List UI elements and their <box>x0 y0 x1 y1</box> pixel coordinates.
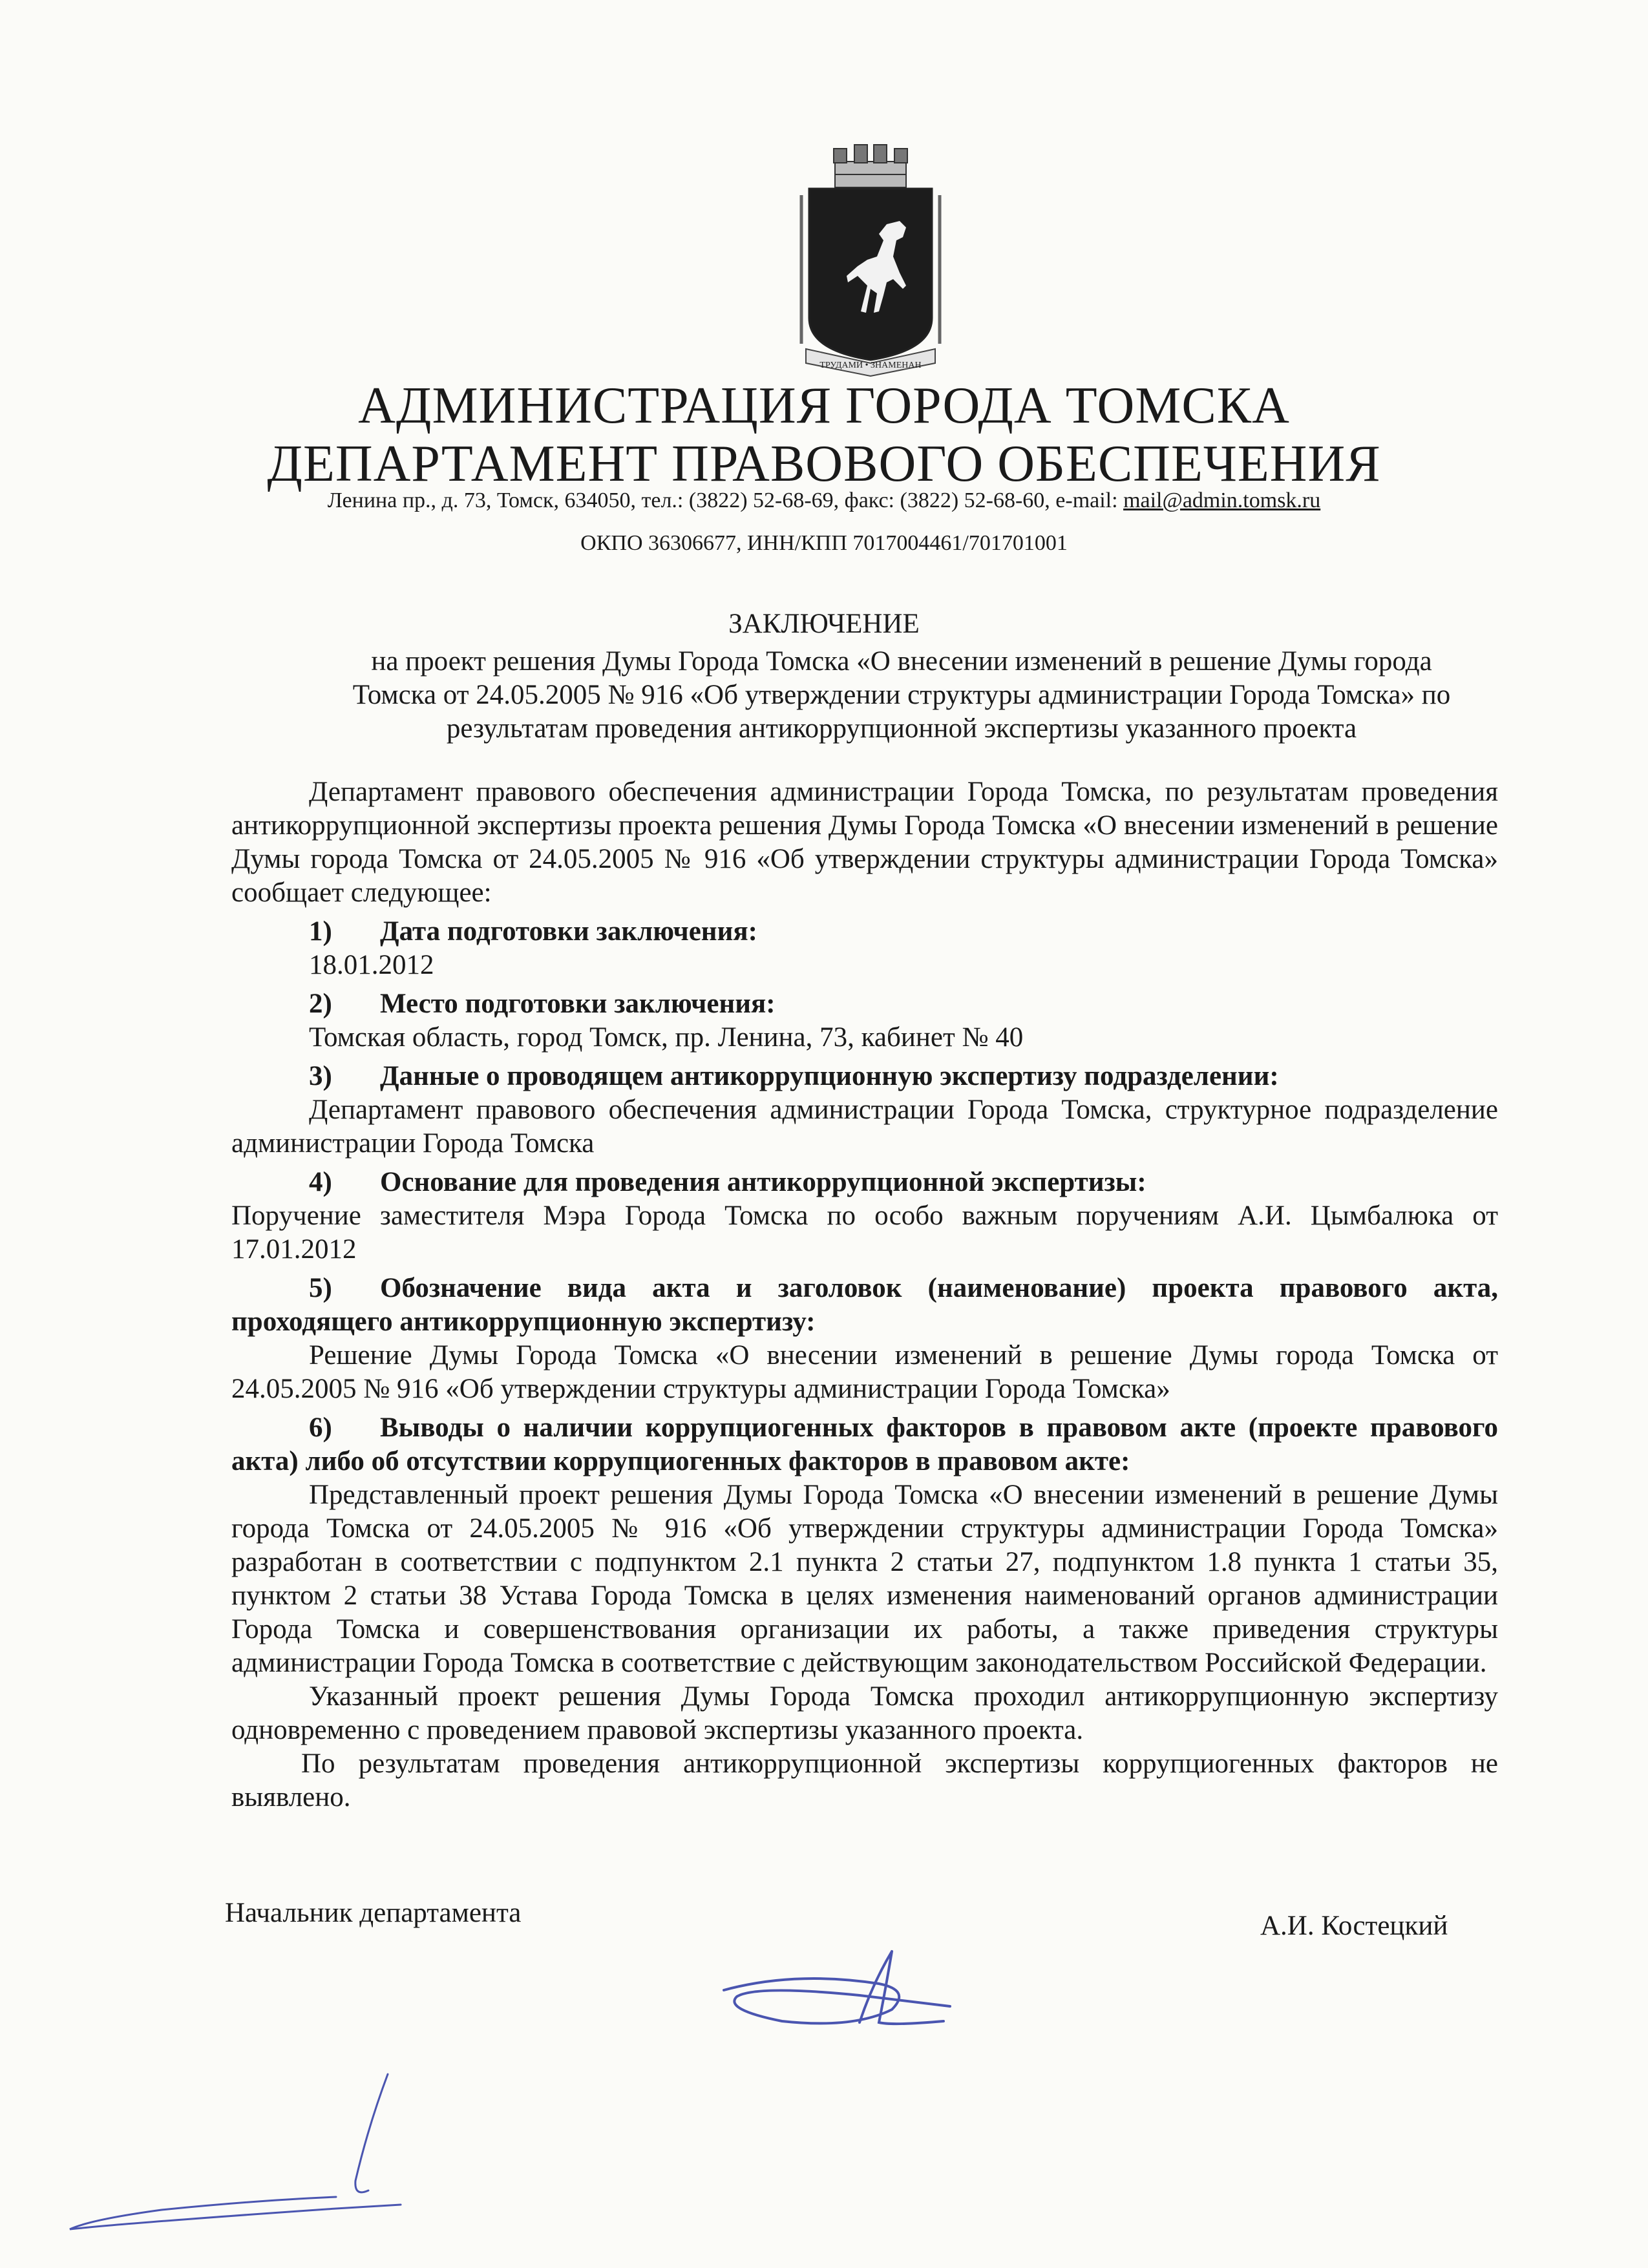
initials-scribble <box>65 2068 452 2242</box>
subtitle-line: на проект решения Думы Города Томска «О внесении изменений в решение Думы города <box>371 646 1432 677</box>
section-number: 4) <box>309 1167 332 1197</box>
emblem-motto: ТРУДАМИ • ЗНАМЕНАН <box>819 361 922 370</box>
department-name: ДЕПАРТАМЕНТ ПРАВОВОГО ОБЕСПЕЧЕНИЯ <box>267 436 1381 492</box>
section-title: Данные о проводящем антикоррупционную экспертизу подразделении: <box>380 1061 1279 1091</box>
section-number: 5) <box>309 1273 332 1303</box>
conclusion-paragraph: Представленный проект решения Думы Города Томска «О внесении изменений в решение Думы города Томска от 24.05.2005 № 916 «Об утверждении структуры администрации Города Томска» разработан в соответствии с подпунктом 2.1 пункта 2 статьи 27, подпунктом 1.8 пункта 1 статьи 35, пунктом 2 статьи 38 Устава Города Томска в целях изменения наименований органов администрации Города Томска и совершенствования организации их работы, а также приведения структуры администрации Города Томска в соответствие с действующим законодательством Российской Федерации. <box>231 1480 1498 1678</box>
section-title: Место подготовки заключения: <box>380 989 776 1019</box>
document-subtitle <box>278 645 1525 746</box>
section-text: Поручение заместителя Мэра Города Томска по особо важным поручениям А.И. Цымбалюка от 17.01.2012 <box>231 1201 1498 1265</box>
document-body <box>231 775 1498 1814</box>
section-number: 6) <box>309 1412 332 1443</box>
section-text: Решение Думы Города Томска «О внесении изменений в решение Думы города Томска от 24.05.2005 № 916 «Об утверждении структуры администрации Города Томска» <box>231 1340 1498 1404</box>
section-text: Департамент правового обеспечения администрации Города Томска, структурное подразделение администрации Города Томска <box>231 1095 1498 1159</box>
subtitle-line: результатам проведения антикоррупционной экспертизы указанного проекта <box>446 713 1357 744</box>
intro-paragraph: Департамент правового обеспечения администрации Города Томска, по результатам проведения антикоррупционной экспертизы проекта решения Думы Города Томска «О внесении изменений в решение Думы города Томска от 24.05.2005 № 916 «Об утверждении структуры администрации Города Томска» сообщает следующее: <box>231 777 1498 908</box>
handwritten-signature <box>698 1945 995 2048</box>
section-heading <box>231 1166 1498 1199</box>
section-title: Основание для проведения антикоррупционной экспертизы: <box>380 1167 1146 1197</box>
section-heading <box>231 1060 1498 1093</box>
section-text: Томская область, город Томск, пр. Ленина, 73, кабинет № 40 <box>309 1022 1024 1053</box>
signatory-position: Начальник департамента <box>225 1898 522 1928</box>
coat-of-arms-emblem <box>796 143 945 377</box>
document-title: ЗАКЛЮЧЕНИЕ <box>728 609 920 639</box>
section-number: 3) <box>309 1061 332 1091</box>
section-text: 18.01.2012 <box>309 950 434 980</box>
section-title: Обозначение вида акта и заголовок (наименование) проекта правового акта, проходящего антикоррупционную экспертизу: <box>231 1273 1498 1337</box>
okpo-line: ОКПО 36306677, ИНН/КПП 7017004461/701701001 <box>580 531 1068 555</box>
address-text: Ленина пр., д. 73, Томск, 634050, тел.: (3822) 52-68-69, факс: (3822) 52-68-60, e-mail: <box>327 488 1124 512</box>
handwritten-initials <box>65 2068 452 2242</box>
signature-scribble <box>698 1945 995 2048</box>
section-heading <box>231 915 1498 949</box>
signatory-name: А.И. Костецкий <box>1260 1911 1448 1941</box>
section-title: Выводы о наличии коррупциогенных факторов в правовом акте (проекте правового акта) либо об отсутствии коррупциогенных факторов в правовом акте: <box>231 1412 1498 1476</box>
organization-name: АДМИНИСТРАЦИЯ ГОРОДА ТОМСКА <box>358 377 1290 434</box>
subtitle-line: Томска от 24.05.2005 № 916 «Об утверждении структуры администрации Города Томска» по <box>352 680 1451 710</box>
section-title: Дата подготовки заключения: <box>380 916 757 947</box>
email-link[interactable]: mail@admin.tomsk.ru <box>1123 488 1321 512</box>
section-heading <box>231 1411 1498 1478</box>
section-heading <box>231 1272 1498 1339</box>
section-number: 2) <box>309 989 332 1019</box>
address-line <box>0 486 1648 516</box>
section-number: 1) <box>309 916 332 947</box>
conclusion-paragraph: По результатам проведения антикоррупционной экспертизы коррупциогенных факторов не выявлено. <box>231 1748 1498 1812</box>
conclusion-paragraph: Указанный проект решения Думы Города Томска проходил антикоррупционную экспертизу одновременно с проведением правовой экспертизы указанного проекта. <box>231 1681 1498 1745</box>
section-heading <box>231 987 1498 1021</box>
tomsk-coat-of-arms-icon <box>796 143 945 377</box>
